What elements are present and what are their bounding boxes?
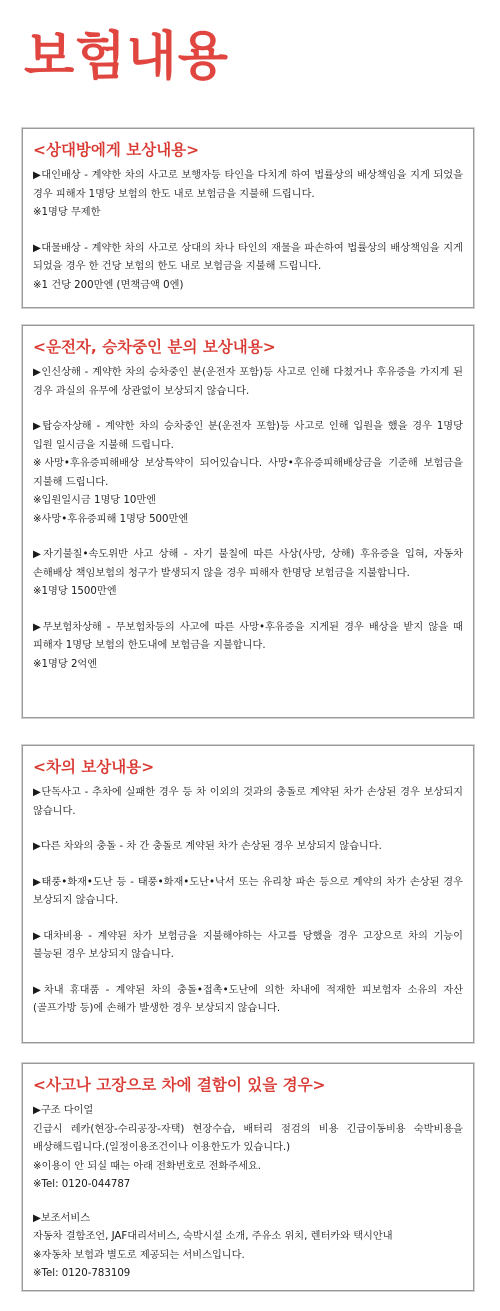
coverage-item [33, 982, 463, 1019]
item-note: ※1명당 무제한 [33, 207, 101, 218]
item-description: ▶보조서비스 [33, 1212, 91, 1224]
coverage-item [33, 1210, 463, 1284]
coverage-item [33, 619, 463, 675]
item-note: ※1명당 1500만엔 [33, 586, 117, 597]
item-note: ※입원일시금 1명당 10만엔 [33, 495, 157, 506]
item-description: ▶인신상해 - 계약한 차의 승차중인 분(운전자 포함)등 사고로 인해 다쳤거나 후유증을 가지게 된 경우 과실의 유무에 상관없이 보상되지 않습니다. [33, 367, 463, 397]
section-breakdown-assistance [22, 1063, 474, 1291]
item-description: ▶대차비용 - 계약된 차가 보험금을 지불해야하는 사고를 당했을 경우 고장으로 차의 기능이 불능된 경우 보상되지 않습니다. [33, 930, 463, 960]
coverage-item [33, 928, 463, 965]
item-description: ▶대물배상 - 계약한 차의 사고로 상대의 차나 타인의 재물을 파손하여 법률상의 배상책임을 지게 되었을 경우 한 건당 보험의 한도 내로 보험금을 지불해 드립니다. [33, 242, 463, 272]
coverage-item [33, 364, 463, 401]
item-note: ※1명당 2억엔 [33, 658, 98, 670]
item-description: ▶구조 다이얼 [33, 1105, 94, 1116]
item-note: ※Tel: 0120-044787 [33, 1179, 131, 1190]
item-note: ※자동차 보험과 별도로 제공되는 서비스입니다. [33, 1249, 245, 1261]
item-note: 긴급시 레카(현장-수리공장-자택) 현장수습, 배터리 점검의 비용 긴급이동비용 숙박비용을 배상해드립니다.(일정이용조건이나 이용한도가 있습니다.) [33, 1123, 463, 1153]
section-liability-coverage [22, 128, 474, 308]
item-note: ※Tel: 0120-783109 [33, 1268, 131, 1279]
section-title: <사고나 고장으로 차에 결함이 있을 경우> [33, 1076, 326, 1094]
item-note: ※이용이 안 되실 때는 아래 전화번호로 전화주세요. [33, 1160, 262, 1172]
coverage-item [33, 784, 463, 821]
item-description: ▶무보험차상해 - 무보험차등의 사고에 따른 사망•후유증을 지게된 경우 배상을 받지 않을 때 피해자 1명당 보험의 한도내에 보험금을 지불합니다. [33, 621, 463, 651]
item-description: ▶자기불칠•속도위반 사고 상해 - 자기 불칠에 따른 사상(사망, 상해) 후유증을 입혀, 자동차 손해배상 책임보험의 청구가 발생되지 않을 경우 피해자 한명당 보험금을 지불합니다. [33, 549, 463, 579]
item-description: ▶태풍•화재•도난 등 - 태풍•화재•도난•낙서 또는 유리창 파손 등으로 계약의 차가 손상된 경우 보상되지 않습니다. [33, 876, 463, 906]
item-note: 자동차 결함조언, JAF대리서비스, 숙박시설 소개, 주유소 위치, 렌터카와 택시안내 [33, 1231, 393, 1242]
item-note: ※사망•후유증피해 1명당 500만엔 [33, 513, 189, 525]
section-occupant-coverage [22, 325, 474, 718]
coverage-item [33, 240, 463, 296]
item-description: ▶대인배상 - 계약한 차의 사고로 보행자등 타인을 다치게 하여 법률상의 배상책임을 지게 되었을 경우 피해자 1명당 보험의 한도 내로 보험금을 지불해 드립니다. [33, 170, 463, 200]
coverage-item [33, 1102, 463, 1195]
section-vehicle-coverage [22, 745, 474, 1043]
coverage-item [33, 418, 463, 529]
coverage-item [33, 874, 463, 911]
item-note: ※사망•후유증피해배상 보상특약이 되어있습니다. 사망•후유증피해배상금을 기준해 보험금을 지불해 드립니다. [33, 458, 463, 488]
section-title: <차의 보상내용> [33, 758, 155, 776]
page-title: 보험내용 [24, 27, 229, 87]
section-title: <상대방에게 보상내용> [33, 141, 200, 159]
item-note: ※1 건당 200만엔 (면책금액 0엔) [33, 279, 184, 291]
item-description: ▶다른 차와의 충돌 - 차 간 충돌로 계약된 차가 손상된 경우 보상되지 않습니다. [33, 841, 382, 852]
coverage-item [33, 838, 463, 857]
section-title: <운전자, 승차중인 분의 보상내용> [33, 338, 276, 356]
item-description: ▶단독사고 - 추차에 실패한 경우 등 차 이외의 것과의 충돌로 계약된 차가 손상된 경우 보상되지 않습니다. [33, 787, 463, 817]
coverage-item [33, 167, 463, 223]
coverage-item [33, 546, 463, 602]
item-description: ▶차내 휴대품 - 계약된 차의 충돌•접촉•도난에 의한 차내에 적재한 피보험자 소유의 자산(골프가방 등)에 손해가 발생한 경우 보상되지 않습니다. [33, 984, 463, 1014]
item-description: ▶탑승자상해 - 계약한 차의 승차중인 분(운전자 포함)등 사고로 인해 입원을 했을 경우 1명당 입원 일시금을 지불해 드립니다. [33, 421, 463, 451]
